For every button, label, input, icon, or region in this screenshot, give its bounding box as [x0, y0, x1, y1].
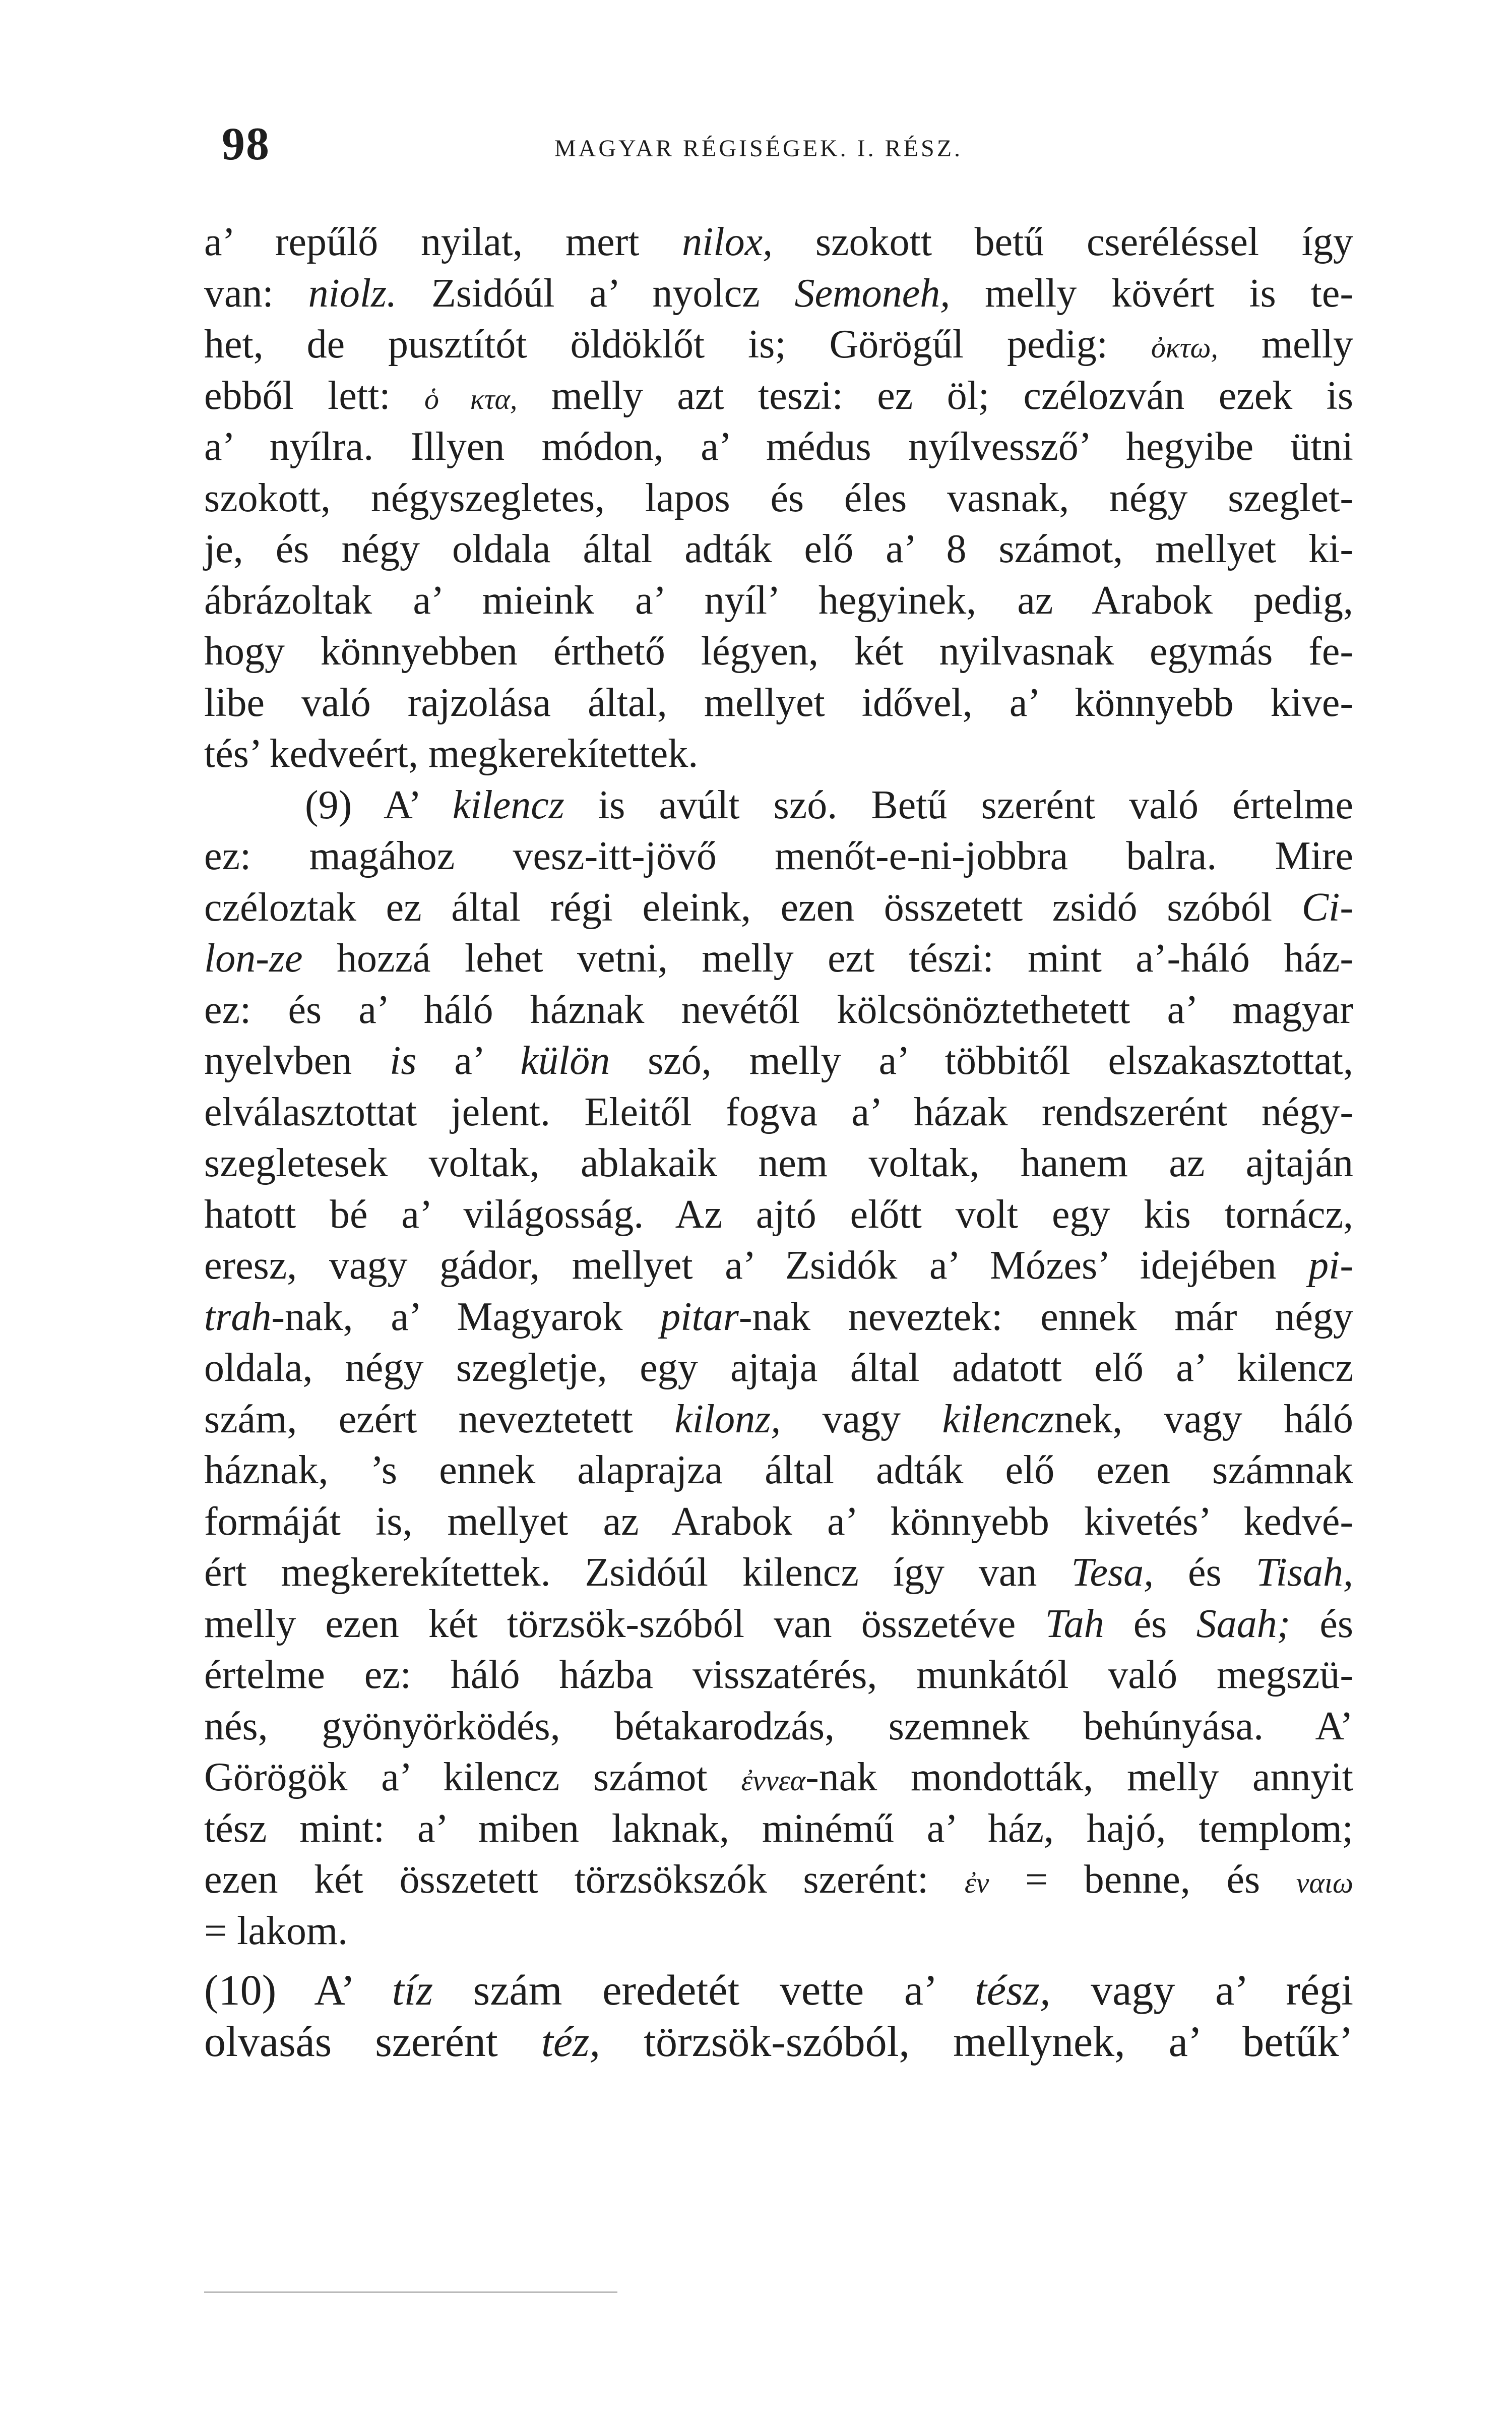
text-line-28: melly ezen két törzsök-szóból van összetéve Tah és Saah; és	[204, 1601, 1354, 1646]
text-line-16: ez: és a’ háló háznak nevétől kölcsönöztethetett a’ magyar	[204, 987, 1353, 1032]
text-line-26: formáját is, mellyet az Arabok a’ könnyebb kivetés’ kedvé-	[204, 1499, 1353, 1544]
running-title: MAGYAR RÉGISÉGEK. I. RÉSZ.	[554, 135, 963, 162]
text-line-6: szokott, négyszegletes, lapos és éles vasnak, négy szeglet-	[204, 475, 1353, 520]
text-line-21: eresz, vagy gádor, mellyet a’ Zsidók a’ Mózes’ idejében pi-	[204, 1243, 1353, 1288]
text-line-25: háznak, ’s ennek alaprajza által adták elő ezen számnak	[204, 1448, 1353, 1492]
text-line-30: nés, gyönyörködés, bétakarodzás, szemnek behúnyása. A’	[204, 1704, 1353, 1748]
text-line-20: hatott bé a’ világosság. Az ajtó előtt volt egy kis tornácz,	[204, 1192, 1353, 1237]
page-header	[222, 113, 1079, 174]
text-line-35: (10) A’ tíz szám eredetét vette a’ tész, vagy a’ régi	[204, 1966, 1353, 2014]
text-line-5: a’ nyílra. Illyen módon, a’ médus nyílvessző’ hegyibe ütni	[204, 425, 1353, 469]
text-line-12: (9) A’ kilencz is avúlt szó. Betű szerént való értelme	[305, 782, 1354, 827]
text-line-15: lon-ze hozzá lehet vetni, melly ezt tészi: mint a’-háló ház-	[204, 936, 1353, 981]
text-line-10: libe való rajzolása által, mellyet idővel, a’ könnyebb kive-	[204, 680, 1353, 725]
text-line-27: ért megkerekítettek. Zsidóúl kilencz így van Tesa, és Tisah,	[204, 1550, 1354, 1595]
text-line-36: olvasás szerént téz, törzsök-szóból, mellynek, a’ betűk’	[204, 2017, 1354, 2066]
text-line-22: trah-nak, a’ Magyarok pitar-nak neveztek: ennek már négy	[204, 1294, 1353, 1339]
text-line-7: je, és négy oldala által adták elő a’ 8 számot, mellyet ki-	[204, 527, 1353, 571]
text-line-23: oldala, négy szegletje, egy ajtaja által adatott elő a’ kilencz	[204, 1346, 1353, 1390]
text-line-11: tés’ kedveért, megkerekítettek.	[204, 732, 699, 776]
text-line-2: van: niolz. Zsidóúl a’ nyolcz Semoneh, melly kövért is te-	[204, 271, 1354, 316]
body-text	[204, 217, 1353, 2067]
text-line-32: tész mint: a’ miben laknak, minémű a’ ház, hajó, templom;	[204, 1806, 1353, 1851]
text-line-8: ábrázoltak a’ mieink a’ nyíl’ hegyinek, az Arabok pedig,	[204, 578, 1353, 623]
text-line-24: szám, ezért neveztetett kilonz, vagy kilencznek, vagy háló	[204, 1397, 1353, 1441]
paragraph-gap	[204, 1957, 1353, 1965]
text-line-17: nyelvben is a’ külön szó, melly a’ többitől elszakasztottat,	[204, 1039, 1353, 1083]
text-line-13: ez: magához vesz-itt-jövő menőt-e-ni-jobbra balra. Mire	[204, 834, 1353, 878]
text-line-33: ezen két összetett törzsökszók szerént: ἐν = benne, és ναιω	[204, 1857, 1354, 1902]
text-line-4: ebből lett: ὁ κτα, melly azt teszi: ez öl; czélozván ezek is	[204, 373, 1353, 418]
text-line-19: szegletesek voltak, ablakaik nem voltak, hanem az ajtaján	[204, 1141, 1353, 1185]
page-number: 98	[222, 118, 270, 169]
text-line-31: Görögök a’ kilencz számot ἐννεα-nak mondották, melly annyit	[204, 1755, 1354, 1799]
text-line-9: hogy könnyebben érthető légyen, két nyilvasnak egymás fe-	[204, 629, 1353, 674]
text-line-3: het, de pusztítót öldöklőt is; Görögűl pedig: ὀκτω, melly	[204, 322, 1354, 367]
text-line-1: a’ repűlő nyilat, mert nilox, szokott betű cseréléssel így	[204, 220, 1353, 264]
print-smudge-line	[204, 2291, 617, 2293]
text-line-18: elválasztottat jelent. Eleitől fogva a’ házak rendszerént négy-	[204, 1090, 1353, 1134]
text-line-34: = lakom.	[204, 1908, 348, 1953]
text-line-29: értelme ez: háló házba visszatérés, munkától való megszü-	[204, 1653, 1353, 1697]
text-line-14: czéloztak ez által régi eleink, ezen összetett zsidó szóból Ci-	[204, 885, 1353, 930]
